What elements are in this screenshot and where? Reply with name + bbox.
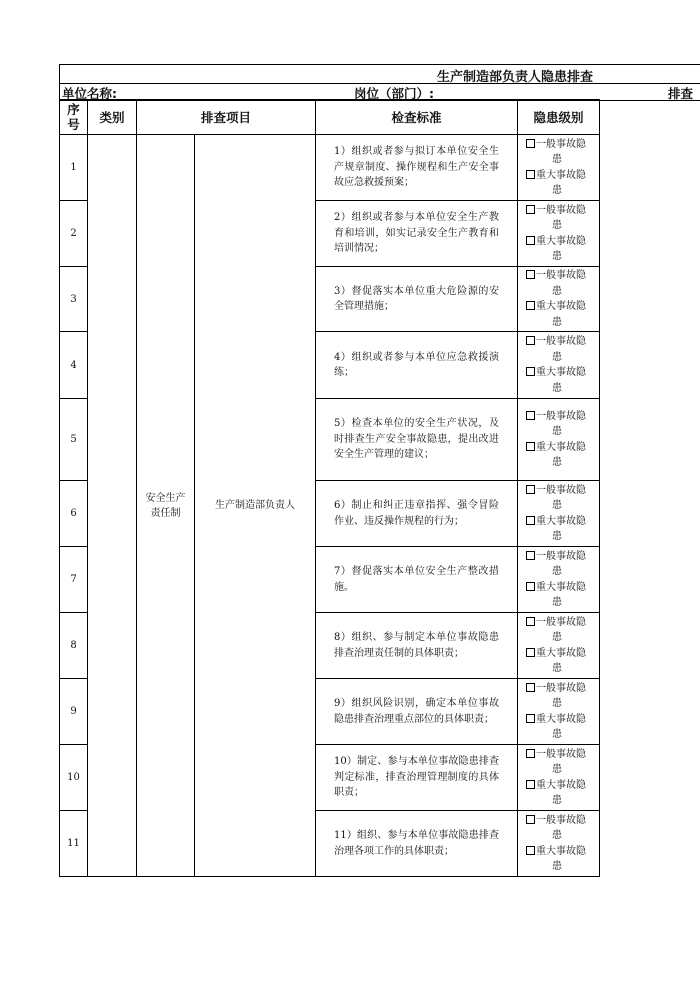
row-seq: 7	[60, 547, 88, 613]
general-hazard-checkbox[interactable]	[526, 137, 599, 153]
checkbox-square-icon[interactable]	[526, 411, 535, 420]
hazard-level-cell	[518, 399, 600, 481]
checkbox-square-icon[interactable]	[526, 301, 535, 310]
header-category: 类别	[88, 100, 137, 135]
general-hazard-checkbox-label: 一般事故隐	[536, 204, 586, 216]
hazard-level-cell	[518, 745, 600, 811]
checkbox-square-icon[interactable]	[526, 139, 535, 148]
major-hazard-checkbox-label: 重大事故隐	[536, 845, 586, 857]
general-hazard-checkbox-label: 一般事故隐	[536, 550, 586, 562]
major-hazard-checkbox[interactable]	[526, 712, 599, 728]
row-seq: 1	[60, 135, 88, 201]
checkbox-square-icon[interactable]	[526, 205, 535, 214]
general-hazard-checkbox-label-tail: 患	[552, 632, 562, 643]
major-hazard-checkbox-label: 重大事故隐	[536, 779, 586, 791]
title-row	[59, 64, 700, 84]
major-hazard-checkbox-label: 重大事故隐	[536, 441, 586, 453]
major-hazard-checkbox-label-tail: 患	[552, 531, 562, 542]
check-standard: 4）组织或者参与本单位应急救援演练；	[316, 332, 518, 399]
major-hazard-checkbox[interactable]	[526, 440, 599, 456]
checkbox-square-icon[interactable]	[526, 617, 535, 626]
post-department-label: 岗位（部门）:	[354, 86, 434, 101]
major-hazard-checkbox-label: 重大事故隐	[536, 235, 586, 247]
general-hazard-checkbox[interactable]	[526, 549, 599, 565]
document-title: 生产制造部负责人隐患排查	[437, 70, 594, 85]
general-hazard-checkbox[interactable]	[526, 747, 599, 763]
responsible-cell	[195, 135, 316, 877]
general-hazard-checkbox-label: 一般事故隐	[536, 410, 586, 422]
major-hazard-checkbox-label: 重大事故隐	[536, 301, 586, 312]
hazard-level-cell	[518, 267, 600, 332]
checkbox-square-icon[interactable]	[526, 780, 535, 789]
header-standard: 检查标准	[316, 100, 518, 135]
general-hazard-checkbox-label-tail: 患	[552, 351, 562, 363]
row-seq: 4	[60, 332, 88, 399]
row-seq: 5	[60, 399, 88, 481]
major-hazard-checkbox[interactable]	[526, 646, 599, 662]
hazard-level-cell	[518, 679, 600, 745]
checkbox-square-icon[interactable]	[526, 236, 535, 245]
hazard-level-cell	[518, 613, 600, 679]
general-hazard-checkbox-label: 一般事故隐	[536, 138, 586, 150]
major-hazard-checkbox[interactable]	[526, 299, 599, 315]
hazard-check-table	[59, 99, 600, 877]
check-standard: 8）组织、参与制定本单位事故隐患排查治理责任制的具体职责；	[316, 613, 518, 679]
checkbox-square-icon[interactable]	[526, 442, 535, 451]
major-hazard-checkbox[interactable]	[526, 234, 599, 250]
general-hazard-checkbox[interactable]	[526, 334, 599, 350]
hazard-level-cell	[518, 332, 600, 399]
category-cell	[88, 135, 137, 877]
general-hazard-checkbox[interactable]	[526, 409, 599, 425]
check-standard: 5）检查本单位的安全生产状况，及时排查生产安全事故隐患，提出改进安全生产管理的建议；	[316, 399, 518, 481]
general-hazard-checkbox[interactable]	[526, 813, 599, 829]
row-seq: 8	[60, 613, 88, 679]
major-hazard-checkbox-label-tail: 患	[552, 795, 562, 806]
checkbox-square-icon[interactable]	[526, 714, 535, 723]
general-hazard-checkbox-label: 一般事故隐	[536, 270, 586, 281]
major-hazard-checkbox-label-tail: 患	[552, 251, 562, 262]
checkbox-square-icon[interactable]	[526, 582, 535, 591]
major-hazard-checkbox-label-tail: 患	[552, 663, 562, 674]
major-hazard-checkbox-label-tail: 患	[552, 729, 562, 740]
check-standard: 1）组织或者参与拟订本单位安全生产规章制度、操作规程和生产安全事故应急救援预案；	[316, 135, 518, 201]
table-row	[60, 135, 600, 201]
checkbox-square-icon[interactable]	[526, 270, 535, 279]
check-standard: 2）组织或者参与本单位安全生产教育和培训，如实记录安全生产教育和培训情况；	[316, 201, 518, 267]
check-standard: 7）督促落实本单位安全生产整改措施。	[316, 547, 518, 613]
major-hazard-checkbox[interactable]	[526, 365, 599, 381]
checkbox-square-icon[interactable]	[526, 683, 535, 692]
checkbox-square-icon[interactable]	[526, 648, 535, 657]
header-seq-line2: 号	[67, 117, 80, 132]
general-hazard-checkbox-label-tail: 患	[552, 698, 562, 709]
item-group-label: 安全生产 责任制	[145, 492, 186, 519]
table-body	[60, 135, 600, 877]
general-hazard-checkbox-label-tail: 患	[552, 426, 562, 437]
row-seq: 9	[60, 679, 88, 745]
checkbox-square-icon[interactable]	[526, 367, 535, 376]
header-seq-line1: 序	[67, 102, 80, 117]
check-label: 排查	[668, 86, 694, 101]
general-hazard-checkbox[interactable]	[526, 268, 599, 284]
general-hazard-checkbox-label-tail: 患	[552, 220, 562, 231]
table-header-row	[60, 100, 600, 135]
general-hazard-checkbox-label-tail: 患	[552, 500, 562, 511]
row-seq: 3	[60, 267, 88, 332]
hazard-level-cell	[518, 135, 600, 201]
general-hazard-checkbox[interactable]	[526, 483, 599, 499]
checkbox-square-icon[interactable]	[526, 336, 535, 345]
item-group-cell	[137, 135, 195, 877]
major-hazard-checkbox-label-tail: 患	[552, 382, 562, 394]
general-hazard-checkbox-label-tail: 患	[552, 830, 562, 841]
general-hazard-checkbox-label-tail: 患	[552, 154, 562, 165]
major-hazard-checkbox-label-tail: 患	[552, 861, 562, 872]
major-hazard-checkbox-label: 重大事故隐	[536, 647, 586, 659]
check-standard: 11）组织、参与本单位事故隐患排查治理各项工作的具体职责；	[316, 811, 518, 877]
row-seq: 2	[60, 201, 88, 267]
general-hazard-checkbox-label-tail: 患	[552, 285, 562, 297]
row-seq: 10	[60, 745, 88, 811]
major-hazard-checkbox[interactable]	[526, 778, 599, 794]
row-seq: 11	[60, 811, 88, 877]
major-hazard-checkbox-label: 重大事故隐	[536, 169, 586, 181]
check-standard: 6）制止和纠正违章指挥、强令冒险作业、违反操作规程的行为；	[316, 481, 518, 547]
hazard-level-cell	[518, 811, 600, 877]
unit-name-label: 单位名称:	[62, 86, 117, 101]
general-hazard-checkbox-label-tail: 患	[552, 566, 562, 577]
major-hazard-checkbox-label: 重大事故隐	[536, 713, 586, 725]
checkbox-square-icon[interactable]	[526, 485, 535, 494]
hazard-level-cell	[518, 547, 600, 613]
general-hazard-checkbox-label: 一般事故隐	[536, 336, 586, 347]
header-item: 排查项目	[137, 100, 316, 135]
major-hazard-checkbox-label-tail: 患	[552, 457, 562, 468]
general-hazard-checkbox-label: 一般事故隐	[536, 682, 586, 694]
general-hazard-checkbox-label: 一般事故隐	[536, 616, 586, 628]
checkbox-square-icon[interactable]	[526, 516, 535, 525]
major-hazard-checkbox[interactable]	[526, 580, 599, 596]
major-hazard-checkbox[interactable]	[526, 514, 599, 530]
hazard-level-cell	[518, 201, 600, 267]
general-hazard-checkbox-label: 一般事故隐	[536, 814, 586, 826]
general-hazard-checkbox[interactable]	[526, 615, 599, 631]
major-hazard-checkbox-label: 重大事故隐	[536, 515, 586, 527]
general-hazard-checkbox-label: 一般事故隐	[536, 748, 586, 760]
major-hazard-checkbox-label-tail: 患	[552, 185, 562, 196]
checkbox-square-icon[interactable]	[526, 846, 535, 855]
header-level: 隐患级别	[518, 100, 600, 135]
major-hazard-checkbox-label: 重大事故隐	[536, 581, 586, 593]
major-hazard-checkbox-label-tail: 患	[552, 316, 562, 328]
checkbox-square-icon[interactable]	[526, 551, 535, 560]
major-hazard-checkbox-label: 重大事故隐	[536, 367, 586, 378]
hazard-level-cell	[518, 481, 600, 547]
check-standard: 3）督促落实本单位重大危险源的安全管理措施；	[316, 267, 518, 332]
major-hazard-checkbox[interactable]	[526, 844, 599, 860]
check-standard: 9）组织风险识别，确定本单位事故隐患排查治理重点部位的具体职责；	[316, 679, 518, 745]
major-hazard-checkbox-label-tail: 患	[552, 597, 562, 608]
checkbox-square-icon[interactable]	[526, 749, 535, 758]
general-hazard-checkbox-label: 一般事故隐	[536, 484, 586, 496]
responsible-label: 生产制造部负责人	[215, 500, 295, 511]
row-seq: 6	[60, 481, 88, 547]
general-hazard-checkbox[interactable]	[526, 203, 599, 219]
general-hazard-checkbox[interactable]	[526, 681, 599, 697]
checkbox-square-icon[interactable]	[526, 815, 535, 824]
header-seq	[60, 100, 88, 135]
general-hazard-checkbox-label-tail: 患	[552, 764, 562, 775]
checkbox-square-icon[interactable]	[526, 170, 535, 179]
check-standard: 10）制定、参与本单位事故隐患排查判定标准，排查治理管理制度的具体职责；	[316, 745, 518, 811]
major-hazard-checkbox[interactable]	[526, 168, 599, 184]
